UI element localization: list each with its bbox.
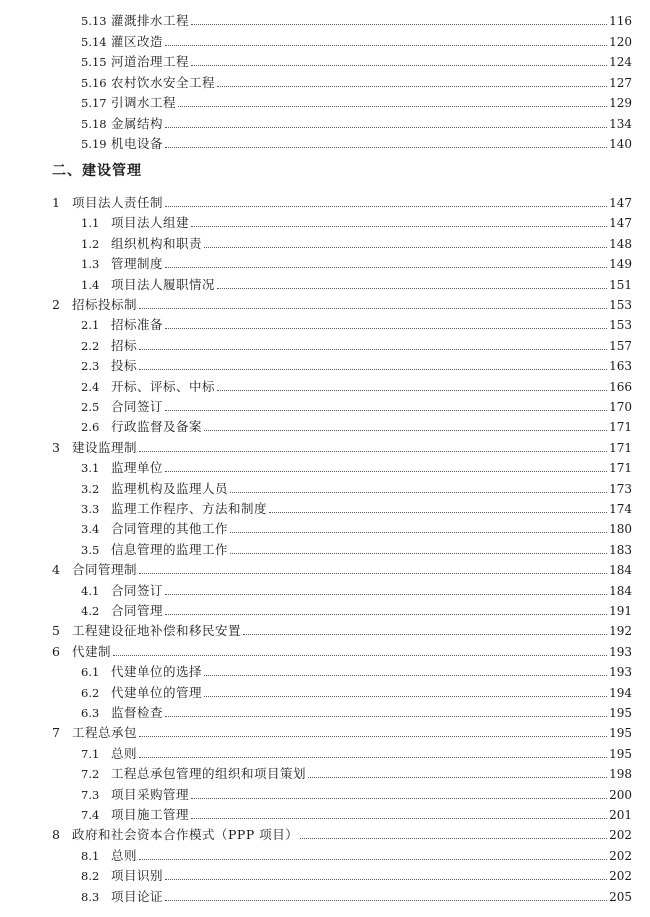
toc-entry-page: 127: [609, 75, 632, 90]
toc-entry-title: 招标准备: [111, 317, 164, 333]
toc-entry-number: 5.19: [81, 137, 107, 151]
toc-entry-page: 157: [609, 338, 632, 353]
toc-entry-page: 202: [609, 869, 632, 884]
dot-leader: [191, 23, 607, 25]
toc-entry-number: 8.2: [81, 869, 100, 884]
dot-leader: [300, 837, 607, 839]
toc-entry-number: 8.1: [81, 848, 100, 863]
toc-entry[interactable]: [81, 843, 632, 863]
toc-entry-page: 180: [609, 522, 632, 537]
dot-leader: [113, 654, 607, 656]
toc-entry-title: 灌溉排水工程: [111, 13, 190, 28]
section-heading: 二、建设管理: [52, 163, 142, 179]
toc-entry[interactable]: [81, 659, 632, 679]
toc-entry-title: 项目施工管理: [111, 807, 190, 822]
toc-entry-number: 2.4: [81, 379, 100, 394]
dot-leader: [230, 491, 607, 493]
toc-entry-title: 机电设备: [111, 136, 164, 151]
toc-entry-title: 灌区改造: [111, 33, 164, 49]
toc-entry-title: 组织机构和职责: [111, 235, 203, 251]
dot-leader: [165, 613, 607, 615]
toc-entry-number: 6.1: [81, 665, 100, 680]
toc-entry-number: 4: [52, 562, 60, 578]
toc-entry-number: 8.3: [81, 889, 100, 904]
dot-leader: [165, 593, 607, 595]
toc-entry-title: 招标投标制: [72, 297, 138, 312]
toc-entry-page: 205: [609, 889, 632, 904]
toc-entry-page: 170: [609, 400, 632, 414]
toc-entry-title: 项目采购管理: [111, 786, 190, 802]
toc-entry-page: 151: [609, 277, 632, 292]
toc-entry-page: 184: [609, 563, 632, 578]
dot-leader: [165, 878, 607, 880]
dot-leader: [217, 287, 607, 289]
toc-entry[interactable]: [81, 516, 632, 536]
dot-leader: [178, 105, 607, 107]
toc-entry-page: 193: [609, 644, 632, 659]
toc-entry-page: 124: [609, 55, 632, 69]
dot-leader: [165, 327, 607, 329]
toc-entry-number: 1.2: [81, 236, 100, 251]
dot-leader: [230, 552, 607, 554]
toc-entry-page: 166: [609, 379, 632, 394]
toc-entry-number: 7.2: [81, 767, 100, 782]
toc-entry-title: 金属结构: [111, 115, 164, 131]
dot-leader: [165, 126, 607, 128]
toc-entry-title: 监理单位: [111, 460, 164, 476]
dot-leader: [308, 776, 607, 778]
dot-leader: [139, 348, 607, 350]
toc-entry-title: 项目法人责任制: [72, 195, 164, 210]
toc-entry-title: 代建单位的选择: [111, 664, 203, 680]
toc-entry-page: 195: [609, 726, 632, 741]
toc-entry-number: 6.3: [81, 706, 100, 720]
toc-entry[interactable]: [81, 496, 632, 516]
toc-entry-page: 149: [609, 257, 632, 272]
toc-entry-number: 2: [52, 297, 60, 312]
toc-entry[interactable]: [81, 333, 632, 353]
toc-entry-page: 174: [609, 502, 632, 516]
toc-entry-number: 7.1: [81, 746, 100, 761]
toc-entry-number: 5.16: [81, 75, 107, 90]
toc-entry-number: 5.15: [81, 55, 107, 69]
toc-entry-page: 195: [609, 706, 632, 720]
dot-leader: [217, 85, 607, 87]
toc-entry-number: 5.17: [81, 96, 107, 110]
dot-leader: [139, 368, 607, 370]
toc-entry-number: 8: [52, 827, 60, 843]
toc-entry-page: 192: [609, 624, 632, 639]
dot-leader: [165, 409, 607, 411]
dot-leader: [204, 429, 607, 431]
toc-entry-page: 201: [609, 808, 632, 822]
toc-entry-number: 3.2: [81, 481, 100, 496]
toc-entry-page: 147: [609, 216, 632, 231]
toc-entry[interactable]: [52, 720, 632, 740]
toc-entry[interactable]: [81, 741, 632, 761]
dot-leader: [191, 64, 607, 66]
toc-entry[interactable]: [81, 111, 632, 131]
toc-entry-page: 191: [609, 604, 632, 618]
toc-entry[interactable]: [81, 455, 632, 475]
dot-leader: [139, 756, 607, 758]
dot-leader: [139, 450, 607, 452]
toc-entry-number: 6: [52, 643, 60, 659]
toc-entry[interactable]: [52, 822, 632, 842]
toc-entry-title: 招标: [111, 337, 138, 353]
toc-entry[interactable]: [81, 537, 632, 557]
toc-entry-page: 194: [609, 685, 632, 700]
toc-entry-title: 项目法人履职情况: [111, 276, 216, 292]
toc-entry-title: 河道治理工程: [111, 54, 190, 69]
toc-entry-title: 开标、评标、中标: [111, 378, 216, 394]
toc-entry[interactable]: [81, 353, 632, 373]
toc-entry[interactable]: [81, 476, 632, 496]
toc-entry-page: 163: [609, 359, 632, 374]
toc-entry-page: 148: [609, 236, 632, 251]
toc-entry[interactable]: [81, 272, 632, 292]
dot-leader: [191, 225, 607, 227]
toc-entry-title: 政府和社会资本合作模式（PPP 项目）: [72, 827, 299, 843]
toc-entry[interactable]: [81, 414, 632, 434]
dot-leader: [191, 817, 607, 819]
toc-entry-title: 投标: [111, 358, 138, 374]
toc-entry-title: 合同签订: [111, 399, 164, 414]
toc-entry-page: 153: [609, 318, 632, 333]
toc-entry-title: 监督检查: [111, 705, 164, 720]
toc-entry-number: 5.18: [81, 116, 107, 131]
toc-entry-title: 农村饮水安全工程: [111, 74, 216, 90]
toc-entry-number: 2.6: [81, 420, 100, 435]
toc-entry-number: 4.2: [81, 604, 100, 618]
toc-entry[interactable]: [81, 49, 632, 69]
toc-entry-page: 183: [609, 542, 632, 557]
dot-leader: [230, 531, 607, 533]
toc-entry-number: 6.2: [81, 685, 100, 700]
toc-entry-page: 129: [609, 96, 632, 110]
toc-entry-number: 2.3: [81, 359, 100, 374]
toc-entry-page: 202: [609, 828, 632, 843]
toc-entry-page: 195: [609, 746, 632, 761]
toc-entry-title: 总则: [111, 745, 138, 761]
toc-entry-number: 7: [52, 725, 60, 741]
toc-entry-title: 项目法人组建: [111, 215, 190, 231]
toc-entry-number: 7.3: [81, 787, 100, 802]
toc-entry[interactable]: [81, 884, 632, 904]
toc-entry-title: 工程总承包: [72, 725, 138, 741]
toc-entry-number: 3.4: [81, 522, 100, 537]
dot-leader: [204, 695, 607, 697]
toc-entry-number: 3.1: [81, 461, 100, 476]
toc-entry-number: 5: [52, 623, 60, 639]
dot-leader: [243, 633, 607, 635]
toc-entry[interactable]: [52, 190, 632, 210]
toc-entry-page: 193: [609, 665, 632, 680]
toc-entry-number: 7.4: [81, 808, 100, 822]
toc-entry-number: 5.13: [81, 14, 107, 28]
toc-entry-page: 140: [609, 137, 632, 151]
toc-entry-title: 管理制度: [111, 256, 164, 272]
toc-entry-page: 153: [609, 298, 632, 312]
toc-entry-title: 监理工作程序、方法和制度: [111, 501, 268, 516]
toc-entry[interactable]: [81, 131, 632, 151]
toc-entry[interactable]: [81, 863, 632, 883]
toc-entry-page: 171: [609, 440, 632, 455]
toc-entry[interactable]: [81, 394, 632, 414]
dot-leader: [165, 470, 607, 472]
dot-leader: [165, 44, 607, 46]
toc-entry-number: 2.2: [81, 338, 100, 353]
toc-entry-page: 134: [609, 116, 632, 131]
toc-entry-page: 147: [609, 196, 632, 210]
toc-entry-title: 合同管理: [111, 603, 164, 618]
toc-entry-page: 120: [609, 34, 632, 49]
toc-entry[interactable]: [52, 292, 632, 312]
toc-entry[interactable]: [52, 618, 632, 638]
toc-entry-title: 代建单位的管理: [111, 684, 203, 700]
toc-entry-number: 1.4: [81, 277, 100, 292]
toc-entry-title: 总则: [111, 847, 138, 863]
toc-entry[interactable]: [81, 761, 632, 781]
toc-entry[interactable]: [81, 578, 632, 598]
toc-entry[interactable]: [52, 435, 632, 455]
toc-entry-page: 171: [609, 420, 632, 435]
toc-entry[interactable]: [81, 70, 632, 90]
toc-entry-title: 行政监督及备案: [111, 419, 203, 435]
toc-entry[interactable]: [81, 802, 632, 822]
toc-entry-title: 合同签订: [111, 582, 164, 598]
toc-entry-number: 1: [52, 195, 60, 210]
dot-leader: [139, 572, 607, 574]
toc-entry-page: 116: [609, 14, 632, 28]
toc-entry-number: 3: [52, 439, 60, 455]
toc-entry-title: 项目识别: [111, 868, 164, 884]
toc-entry-page: 200: [609, 787, 632, 802]
toc-entry-page: 171: [609, 461, 632, 476]
toc-entry-number: 5.14: [81, 34, 107, 49]
toc-entry[interactable]: [81, 374, 632, 394]
dot-leader: [204, 674, 607, 676]
toc-entry-number: 3.5: [81, 542, 100, 557]
dot-leader: [204, 246, 607, 248]
toc-entry-title: 工程总承包管理的组织和项目策划: [111, 766, 307, 782]
toc-entry[interactable]: [81, 231, 632, 251]
toc-entry-number: 2.1: [81, 318, 100, 333]
toc-entry-number: 4.1: [81, 583, 100, 598]
toc-entry-page: 184: [609, 583, 632, 598]
dot-leader: [165, 146, 607, 148]
toc-entry[interactable]: [81, 312, 632, 332]
dot-leader: [139, 858, 607, 860]
toc-entry-title: 代建制: [72, 643, 112, 659]
toc-entry-title: 信息管理的监理工作: [111, 541, 229, 557]
toc-entry[interactable]: [81, 782, 632, 802]
dot-leader: [217, 389, 607, 391]
toc-entry[interactable]: [81, 90, 632, 110]
dot-leader: [139, 307, 607, 309]
toc-entry[interactable]: [81, 210, 632, 230]
toc-entry[interactable]: [52, 557, 632, 577]
toc-entry-title: 合同管理的其他工作: [111, 521, 229, 537]
toc-entry-page: 173: [609, 481, 632, 496]
dot-leader: [269, 511, 607, 513]
toc-entry[interactable]: [81, 680, 632, 700]
toc-entry[interactable]: [81, 598, 632, 618]
toc-entry[interactable]: [81, 8, 632, 28]
toc-entry-title: 工程建设征地补偿和移民安置: [72, 623, 242, 639]
dot-leader: [165, 205, 607, 207]
toc-entry-title: 引调水工程: [111, 95, 177, 110]
toc-entry-title: 项目论证: [111, 888, 164, 904]
toc-entry[interactable]: [81, 700, 632, 720]
toc-entry-number: 1.3: [81, 257, 100, 272]
toc-entry[interactable]: [81, 29, 632, 49]
dot-leader: [165, 266, 607, 268]
toc-entry[interactable]: [52, 639, 632, 659]
dot-leader: [165, 899, 607, 901]
toc-entry-number: 2.5: [81, 400, 100, 414]
dot-leader: [139, 735, 607, 737]
toc-entry-title: 合同管理制: [72, 562, 138, 578]
toc-entry-number: 3.3: [81, 502, 100, 516]
dot-leader: [191, 797, 607, 799]
toc-entry-title: 建设监理制: [72, 439, 138, 455]
toc-entry-page: 198: [609, 767, 632, 782]
toc-entry[interactable]: [81, 251, 632, 271]
toc-entry-number: 1.1: [81, 216, 100, 231]
toc-entry-page: 202: [609, 848, 632, 863]
dot-leader: [165, 715, 607, 717]
toc-entry-title: 监理机构及监理人员: [111, 480, 229, 496]
